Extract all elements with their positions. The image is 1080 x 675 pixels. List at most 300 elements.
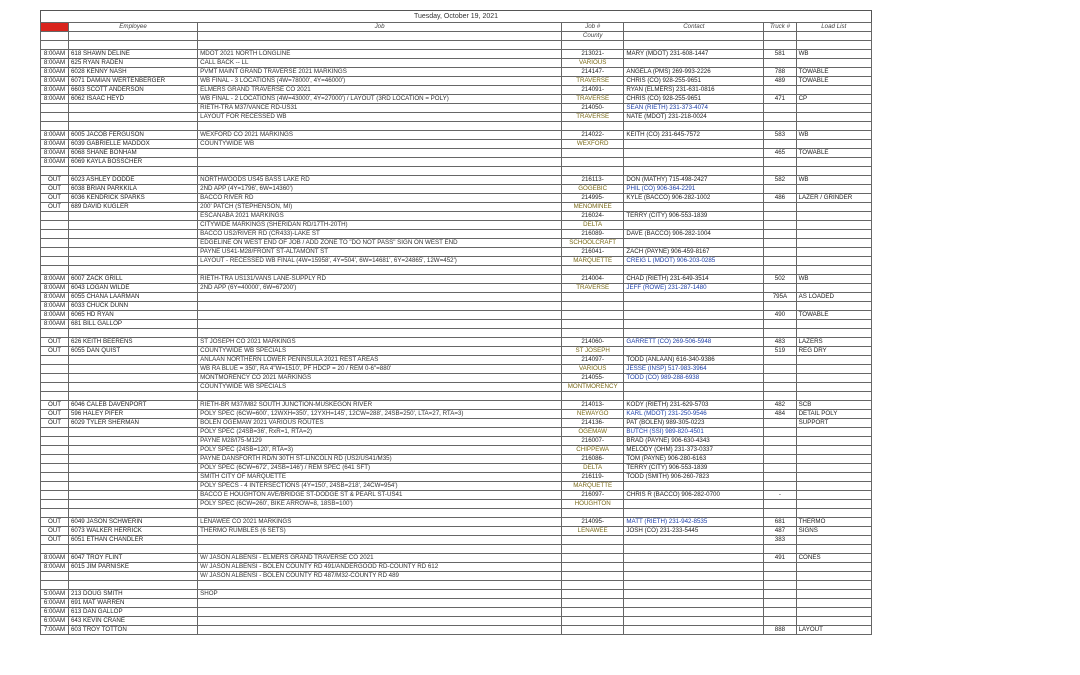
contact-cell [624,581,764,590]
contact-cell [624,545,764,554]
time-cell: 8:00AM [41,158,69,167]
spacer-row [41,41,872,50]
employee-cell: 626 KEITH BEERENS [68,338,197,347]
time-cell: OUT [41,347,69,356]
time-cell [41,581,69,590]
job-number-cell [561,149,623,158]
contact-cell: CREIG L (MDOT) 906-203-0285 [624,257,764,266]
header-employee: Employee [68,23,197,32]
employee-cell [68,491,197,500]
truck-cell: - [764,491,796,500]
employee-cell [68,446,197,455]
job-cell: POLY SPEC (6CW=672', 24SB=146') / REM SPEC (641 SFT) [198,464,562,473]
job-cell: MDOT 2021 NORTH LONGLINE [198,50,562,59]
job-number-cell: 214097- [561,356,623,365]
contact-cell [624,608,764,617]
spacer-row [41,266,872,275]
table-row [41,59,872,68]
employee-cell: 6071 DAMIAN WERTENBERGER [68,77,197,86]
truck-cell [764,41,796,50]
header-job: Job [198,23,562,32]
employee-cell [68,482,197,491]
load-cell: WB [796,176,871,185]
job-cell: BACCO RIVER RD [198,194,562,203]
truck-cell: 491 [764,554,796,563]
contact-cell [624,167,764,176]
spacer-row [41,545,872,554]
employee-cell: 596 HALEY PIFER [68,410,197,419]
job-cell [198,158,562,167]
job-cell [198,329,562,338]
load-cell [796,365,871,374]
employee-cell [68,113,197,122]
contact-cell: MARY (MDOT) 231-608-1447 [624,50,764,59]
time-cell [41,428,69,437]
contact-cell [624,572,764,581]
sheet-date: Tuesday, October 19, 2021 [40,10,872,22]
employee-cell [68,581,197,590]
contact-cell: KYLE (BACCO) 906-282-1002 [624,194,764,203]
load-cell [796,383,871,392]
time-cell: 8:00AM [41,149,69,158]
truck-cell [764,320,796,329]
job-cell [198,266,562,275]
time-cell [41,455,69,464]
contact-cell [624,266,764,275]
job-number-cell: 214060- [561,338,623,347]
truck-cell [764,230,796,239]
employee-cell: 6049 JASON SCHWERIN [68,518,197,527]
table-row [41,383,872,392]
job-number-cell: CHIPPEWA [561,446,623,455]
time-cell: 8:00AM [41,311,69,320]
header-contact: Contact [624,23,764,32]
job-cell: RIETH-TRA US131/VANS LANE-SUPPLY RD [198,275,562,284]
contact-cell: ANGELA (PMS) 269-993-2226 [624,68,764,77]
employee-cell [68,509,197,518]
load-cell [796,158,871,167]
job-number-cell [561,509,623,518]
time-cell: 8:00AM [41,50,69,59]
employee-cell [68,365,197,374]
job-number-cell: MARQUETTE [561,257,623,266]
load-cell [796,239,871,248]
truck-cell [764,383,796,392]
employee-cell [68,464,197,473]
truck-cell [764,590,796,599]
job-number-cell: MONTMORENCY [561,383,623,392]
truck-cell: 383 [764,536,796,545]
contact-cell [624,392,764,401]
employee-cell: 6055 DAN QUIST [68,347,197,356]
job-number-cell: 216119- [561,473,623,482]
job-cell: WEXFORD CO 2021 MARKINGS [198,131,562,140]
table-row [41,176,872,185]
employee-cell: 613 DAN GALLOP [68,608,197,617]
table-row [41,104,872,113]
job-cell: 2ND APP (6Y=40000', 6W=67200') [198,284,562,293]
time-cell [41,572,69,581]
load-cell [796,284,871,293]
table-row [41,428,872,437]
table-row [41,410,872,419]
job-cell: BACCO US2/RIVER RD (CR433)-LAKE ST [198,230,562,239]
contact-cell [624,59,764,68]
contact-cell: CHRIS R (BACCO) 906-282-0700 [624,491,764,500]
time-cell: OUT [41,194,69,203]
employee-cell: 6029 TYLER SHERMAN [68,419,197,428]
job-cell: LENAWEE CO 2021 MARKINGS [198,518,562,527]
truck-cell [764,365,796,374]
load-cell: LAZERS [796,338,871,347]
truck-cell [764,158,796,167]
truck-cell [764,374,796,383]
time-cell [41,473,69,482]
employee-cell [68,374,197,383]
truck-cell [764,428,796,437]
job-cell: LAYOUT FOR RECESSED WB [198,113,562,122]
employee-cell [68,500,197,509]
load-cell [796,266,871,275]
truck-cell [764,248,796,257]
job-number-cell: 216024- [561,212,623,221]
header-row [41,23,872,32]
job-number-cell: LENAWEE [561,527,623,536]
contact-cell [624,500,764,509]
truck-cell [764,302,796,311]
time-cell [41,509,69,518]
load-cell [796,185,871,194]
contact-cell: SEAN (RIETH) 231-373-4074 [624,104,764,113]
employee-cell: 625 RYAN RADEN [68,59,197,68]
job-number-cell [561,590,623,599]
job-number-cell: 214050- [561,104,623,113]
truck-cell: 788 [764,68,796,77]
time-cell [41,221,69,230]
contact-cell: KEITH (CO) 231-645-7572 [624,131,764,140]
load-cell [796,473,871,482]
employee-cell: 691 MAT WARREN [68,599,197,608]
time-cell [41,491,69,500]
time-cell [41,365,69,374]
time-cell: 8:00AM [41,563,69,572]
job-number-cell: VARIOUS [561,59,623,68]
job-number-cell [561,266,623,275]
time-cell [41,104,69,113]
job-number-cell [561,302,623,311]
table-row [41,311,872,320]
header-jobno: Job # [561,23,623,32]
employee-cell: 6039 GABRIELLE MADDOX [68,140,197,149]
job-number-cell: MENOMINEE [561,203,623,212]
load-cell [796,500,871,509]
employee-cell: 681 BILL GALLOP [68,320,197,329]
job-cell: W/ JASON ALBENSI - ELMERS GRAND TRAVERSE CO 2021 [198,554,562,563]
job-number-cell: TRAVERSE [561,284,623,293]
load-cell [796,608,871,617]
truck-cell [764,563,796,572]
time-cell [41,383,69,392]
employee-cell: 603 TROY TOTTON [68,626,197,635]
employee-cell [68,455,197,464]
job-number-cell [561,563,623,572]
table-row [41,527,872,536]
table-row [41,185,872,194]
job-number-cell: 214022- [561,131,623,140]
load-cell: WB [796,131,871,140]
time-cell: OUT [41,536,69,545]
employee-cell: 6051 ETHAN CHANDLER [68,536,197,545]
time-cell: 5:00AM [41,590,69,599]
truck-cell [764,356,796,365]
load-cell [796,437,871,446]
contact-cell: RYAN (ELMERS) 231-631-0816 [624,86,764,95]
truck-cell [764,185,796,194]
employee-cell: 6038 BRIAN PARKKILA [68,185,197,194]
load-cell [796,320,871,329]
time-cell [41,113,69,122]
time-cell: OUT [41,419,69,428]
contact-cell [624,617,764,626]
time-cell: 6:00AM [41,617,69,626]
load-cell [796,617,871,626]
truck-cell: 482 [764,401,796,410]
table-row [41,365,872,374]
job-cell [198,302,562,311]
load-cell: THERMO [796,518,871,527]
load-cell: SCB [796,401,871,410]
job-cell: ELMERS GRAND TRAVERSE CO 2021 [198,86,562,95]
table-row [41,140,872,149]
contact-cell [624,590,764,599]
table-row [41,347,872,356]
truck-cell [764,473,796,482]
employee-cell [68,167,197,176]
contact-cell: TODD (SMITH) 906-260-7823 [624,473,764,482]
employee-cell: 689 DAVID KUGLER [68,203,197,212]
contact-cell [624,347,764,356]
contact-cell: DON (MATHY) 715-498-2427 [624,176,764,185]
header-time: Time [41,23,69,32]
contact-cell [624,239,764,248]
contact-cell: JESSE (INSP) 517-983-3964 [624,365,764,374]
load-cell: TOWABLE [796,68,871,77]
contact-cell [624,536,764,545]
time-cell [41,257,69,266]
job-number-cell [561,41,623,50]
contact-cell [624,509,764,518]
contact-cell [624,221,764,230]
truck-cell [764,284,796,293]
load-cell: CONES [796,554,871,563]
truck-cell [764,122,796,131]
truck-cell: 486 [764,194,796,203]
load-cell [796,221,871,230]
spacer-row [41,122,872,131]
job-number-cell: 216097- [561,491,623,500]
time-cell [41,356,69,365]
job-cell [198,122,562,131]
truck-cell [764,257,796,266]
job-number-cell [561,572,623,581]
table-row [41,230,872,239]
time-cell [41,392,69,401]
load-cell: CP [796,95,871,104]
table-row [41,212,872,221]
job-cell: COUNTYWIDE WB SPECIALS [198,347,562,356]
time-cell [41,248,69,257]
employee-cell [68,383,197,392]
load-cell [796,392,871,401]
load-cell: LAYOUT [796,626,871,635]
table-row [41,131,872,140]
load-cell [796,563,871,572]
time-cell [41,446,69,455]
contact-cell: JEFF (ROWE) 231-287-1480 [624,284,764,293]
contact-cell: TERRY (CITY) 906-553-1839 [624,212,764,221]
truck-cell [764,266,796,275]
time-cell [41,212,69,221]
table-row [41,113,872,122]
contact-cell [624,383,764,392]
employee-cell [68,266,197,275]
time-cell [41,464,69,473]
contact-cell [624,626,764,635]
truck-cell: 502 [764,275,796,284]
contact-cell [624,563,764,572]
job-number-cell: 214095- [561,518,623,527]
employee-cell: 618 SHAWN DELINE [68,50,197,59]
table-row [41,608,872,617]
job-cell: COUNTYWIDE WB SPECIALS [198,383,562,392]
time-cell: OUT [41,176,69,185]
truck-cell [764,419,796,428]
job-number-cell [561,599,623,608]
contact-cell [624,158,764,167]
spacer-row [41,392,872,401]
truck-cell [764,437,796,446]
time-cell [41,329,69,338]
job-number-cell: WEXFORD [561,140,623,149]
load-cell: AS LOADED [796,293,871,302]
job-number-cell [561,545,623,554]
load-cell [796,203,871,212]
employee-cell: 6028 KENNY NASH [68,68,197,77]
contact-cell: TODD (ANLAAN) 616-340-9386 [624,356,764,365]
load-cell [796,374,871,383]
time-cell: 8:00AM [41,131,69,140]
time-cell [41,41,69,50]
employee-cell [68,473,197,482]
job-cell: W/ JASON ALBENSI - BOLEN COUNTY RD 487/M32-COUNTY RD 489 [198,572,562,581]
contact-cell: PHIL (CO) 906-364-2291 [624,185,764,194]
load-cell [796,140,871,149]
table-row [41,203,872,212]
time-cell [41,239,69,248]
job-cell: POLY SPEC (24SB=36', RxR=1, RTA=2) [198,428,562,437]
table-row [41,464,872,473]
table-row [41,293,872,302]
load-cell [796,329,871,338]
time-cell: 8:00AM [41,86,69,95]
truck-cell [764,509,796,518]
employee-cell: 6023 ASHLEY DODDE [68,176,197,185]
load-cell [796,41,871,50]
truck-cell: 490 [764,311,796,320]
contact-cell [624,122,764,131]
table-row [41,50,872,59]
truck-cell: 582 [764,176,796,185]
contact-cell: MELODY (OHM) 231-373-0337 [624,446,764,455]
load-cell: DETAIL POLY [796,410,871,419]
load-cell: SUPPORT [796,419,871,428]
table-row [41,455,872,464]
job-number-cell: 214013- [561,401,623,410]
table-row [41,158,872,167]
job-cell: POLY SPEC (6CW=260', BIKE ARROW=8, 18SB=100') [198,500,562,509]
job-number-cell: TRAVERSE [561,77,623,86]
header-county: County [561,32,623,41]
contact-cell: TERRY (CITY) 906-553-1839 [624,464,764,473]
table-row [41,617,872,626]
job-number-cell: HOUGHTON [561,500,623,509]
truck-cell [764,482,796,491]
load-cell [796,482,871,491]
job-number-cell [561,617,623,626]
load-cell [796,167,871,176]
time-cell: OUT [41,410,69,419]
truck-cell [764,455,796,464]
table-row [41,149,872,158]
time-cell: 8:00AM [41,95,69,104]
load-cell: WB [796,50,871,59]
contact-cell: TODD (CO) 989-288-6938 [624,374,764,383]
load-cell [796,248,871,257]
employee-cell [68,545,197,554]
table-row [41,338,872,347]
contact-cell: JOSH (CO) 231-233-5445 [624,527,764,536]
load-cell: TOWABLE [796,77,871,86]
employee-cell: 6065 HD RYAN [68,311,197,320]
contact-cell: TOM (PAYNE) 906-280-6163 [624,455,764,464]
employee-cell [68,41,197,50]
schedule-rows [41,41,872,635]
time-cell: 8:00AM [41,140,69,149]
truck-cell: 487 [764,527,796,536]
employee-cell: 213 DOUG SMITH [68,590,197,599]
job-cell: WB FINAL - 3 LOCATIONS (4W=78000', 4Y=46000') [198,77,562,86]
job-cell: ANLAAN NORTHERN LOWER PENINSULA 2021 REST AREAS [198,356,562,365]
table-row [41,239,872,248]
job-cell: 200' PATCH (STEPHENSON, MI) [198,203,562,212]
job-number-cell: TRAVERSE [561,113,623,122]
job-number-cell: ST JOSEPH [561,347,623,356]
table-row [41,86,872,95]
job-number-cell: NEWAYGO [561,410,623,419]
truck-cell [764,500,796,509]
contact-cell: DAVE (BACCO) 906-282-1004 [624,230,764,239]
contact-cell: NATE (MDOT) 231-218-0024 [624,113,764,122]
employee-cell [68,239,197,248]
contact-cell [624,302,764,311]
time-cell: 7:00AM [41,626,69,635]
job-cell: SMITH CITY OF MARQUETTE [198,473,562,482]
table-row [41,554,872,563]
job-number-cell [561,608,623,617]
employee-cell: 643 KEVIN CRANE [68,617,197,626]
employee-cell [68,437,197,446]
load-cell: TOWABLE [796,311,871,320]
